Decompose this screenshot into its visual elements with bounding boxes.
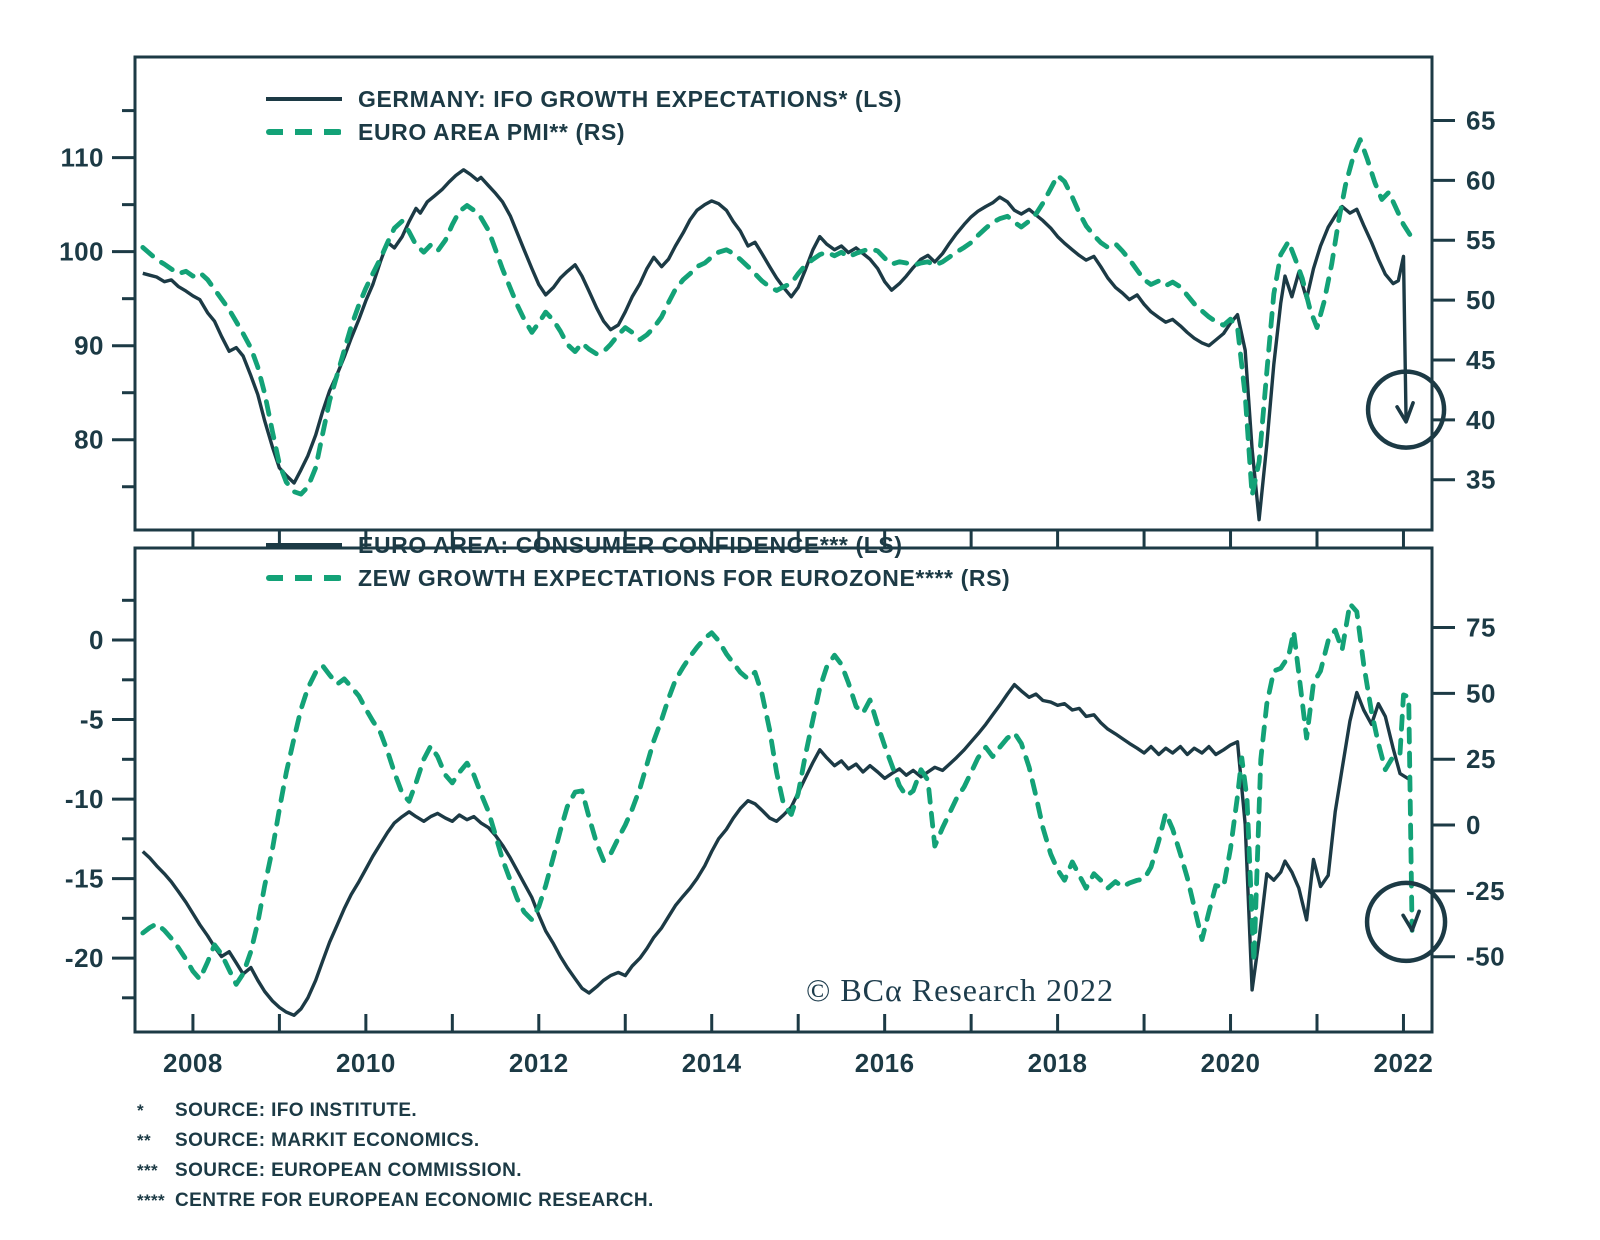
y-axis-tick-label: 45	[1466, 344, 1496, 375]
y-axis-tick-label: -50	[1466, 941, 1506, 972]
y-axis-tick-label: 35	[1466, 464, 1496, 495]
footnote	[137, 1190, 654, 1212]
source-footnotes	[137, 1100, 654, 1212]
y-axis-tick-label: 55	[1466, 225, 1496, 256]
panel-frame	[135, 548, 1432, 1032]
series-line-germany-ifo-growth-expectations	[143, 170, 1406, 520]
y-axis-tick-label: 60	[1466, 165, 1496, 196]
legend-item-consumer-confidence	[266, 533, 1010, 557]
footnote	[137, 1160, 654, 1182]
y-axis-tick-label: -15	[64, 863, 104, 894]
x-axis-tick-label: 2018	[1027, 1048, 1088, 1078]
y-axis-tick-label: 25	[1466, 744, 1496, 775]
legend-line-solid-sample	[266, 97, 342, 101]
footnote-text: SOURCE: EUROPEAN COMMISSION.	[175, 1160, 522, 1181]
x-axis-tick-label: 2016	[854, 1048, 915, 1078]
footnote-text: SOURCE: MARKIT ECONOMICS.	[175, 1130, 480, 1151]
y-axis-tick-label: 0	[89, 625, 104, 656]
legend-line-solid-sample	[266, 543, 342, 547]
x-axis-tick-label: 2008	[163, 1048, 223, 1078]
legend-label: EURO AREA PMI** (RS)	[358, 118, 626, 145]
x-axis-tick-label: 2014	[681, 1048, 742, 1078]
x-axis-tick-label: 2012	[508, 1048, 569, 1078]
series-line-euro-area-pmi	[143, 140, 1411, 496]
y-axis-tick-label: 110	[60, 142, 104, 173]
legend-label: GERMANY: IFO GROWTH EXPECTATIONS* (LS)	[358, 85, 903, 112]
footnote-marker: ****	[137, 1191, 166, 1210]
footnote	[137, 1130, 654, 1152]
y-axis-tick-label: 40	[1466, 404, 1496, 435]
x-axis-tick-label: 2022	[1373, 1048, 1434, 1078]
legend-line-dashed-sample	[266, 129, 342, 135]
footnote-text: SOURCE: IFO INSTITUTE.	[175, 1100, 418, 1121]
legend-line-dashed-sample	[266, 575, 342, 581]
y-axis-tick-label: 75	[1466, 612, 1496, 643]
footnote-marker: *	[137, 1101, 145, 1120]
series-line-euro-area-consumer-confidence	[143, 685, 1411, 1016]
y-axis-tick-label: 0	[1466, 810, 1481, 841]
y-axis-tick-label: -25	[1466, 875, 1506, 906]
legend-top	[266, 87, 902, 144]
footnote-marker: ***	[137, 1161, 159, 1180]
y-axis-tick-label: 100	[59, 236, 104, 267]
y-axis-tick-label: 80	[74, 424, 104, 455]
bca-research-watermark: © BCα Research 2022	[806, 972, 1115, 1008]
legend-label: EURO AREA: CONSUMER CONFIDENCE*** (LS)	[358, 531, 903, 558]
legend-item-zew	[266, 566, 1010, 590]
footnote-text: CENTRE FOR EUROPEAN ECONOMIC RESEARCH.	[175, 1190, 654, 1211]
legend-label: ZEW GROWTH EXPECTATIONS FOR EUROZONE**** (RS)	[358, 564, 1011, 591]
legend-bottom	[266, 533, 1010, 590]
y-axis-tick-label: -10	[64, 784, 104, 815]
y-axis-tick-label: 65	[1466, 105, 1496, 136]
footnote	[137, 1100, 654, 1122]
series-line-zew-growth-expectations-eurozone	[143, 604, 1412, 985]
y-axis-tick-label: 50	[1466, 285, 1496, 316]
y-axis-tick-label: -5	[79, 704, 104, 735]
legend-item-ifo	[266, 87, 902, 111]
y-axis-tick-label: -20	[64, 943, 104, 974]
x-axis-tick-label: 2020	[1200, 1048, 1261, 1078]
x-axis-tick-label: 2010	[335, 1048, 396, 1078]
legend-item-pmi	[266, 120, 902, 144]
y-axis-tick-label: 90	[74, 330, 104, 361]
footnote-marker: **	[137, 1131, 152, 1150]
y-axis-tick-label: 50	[1466, 678, 1496, 709]
